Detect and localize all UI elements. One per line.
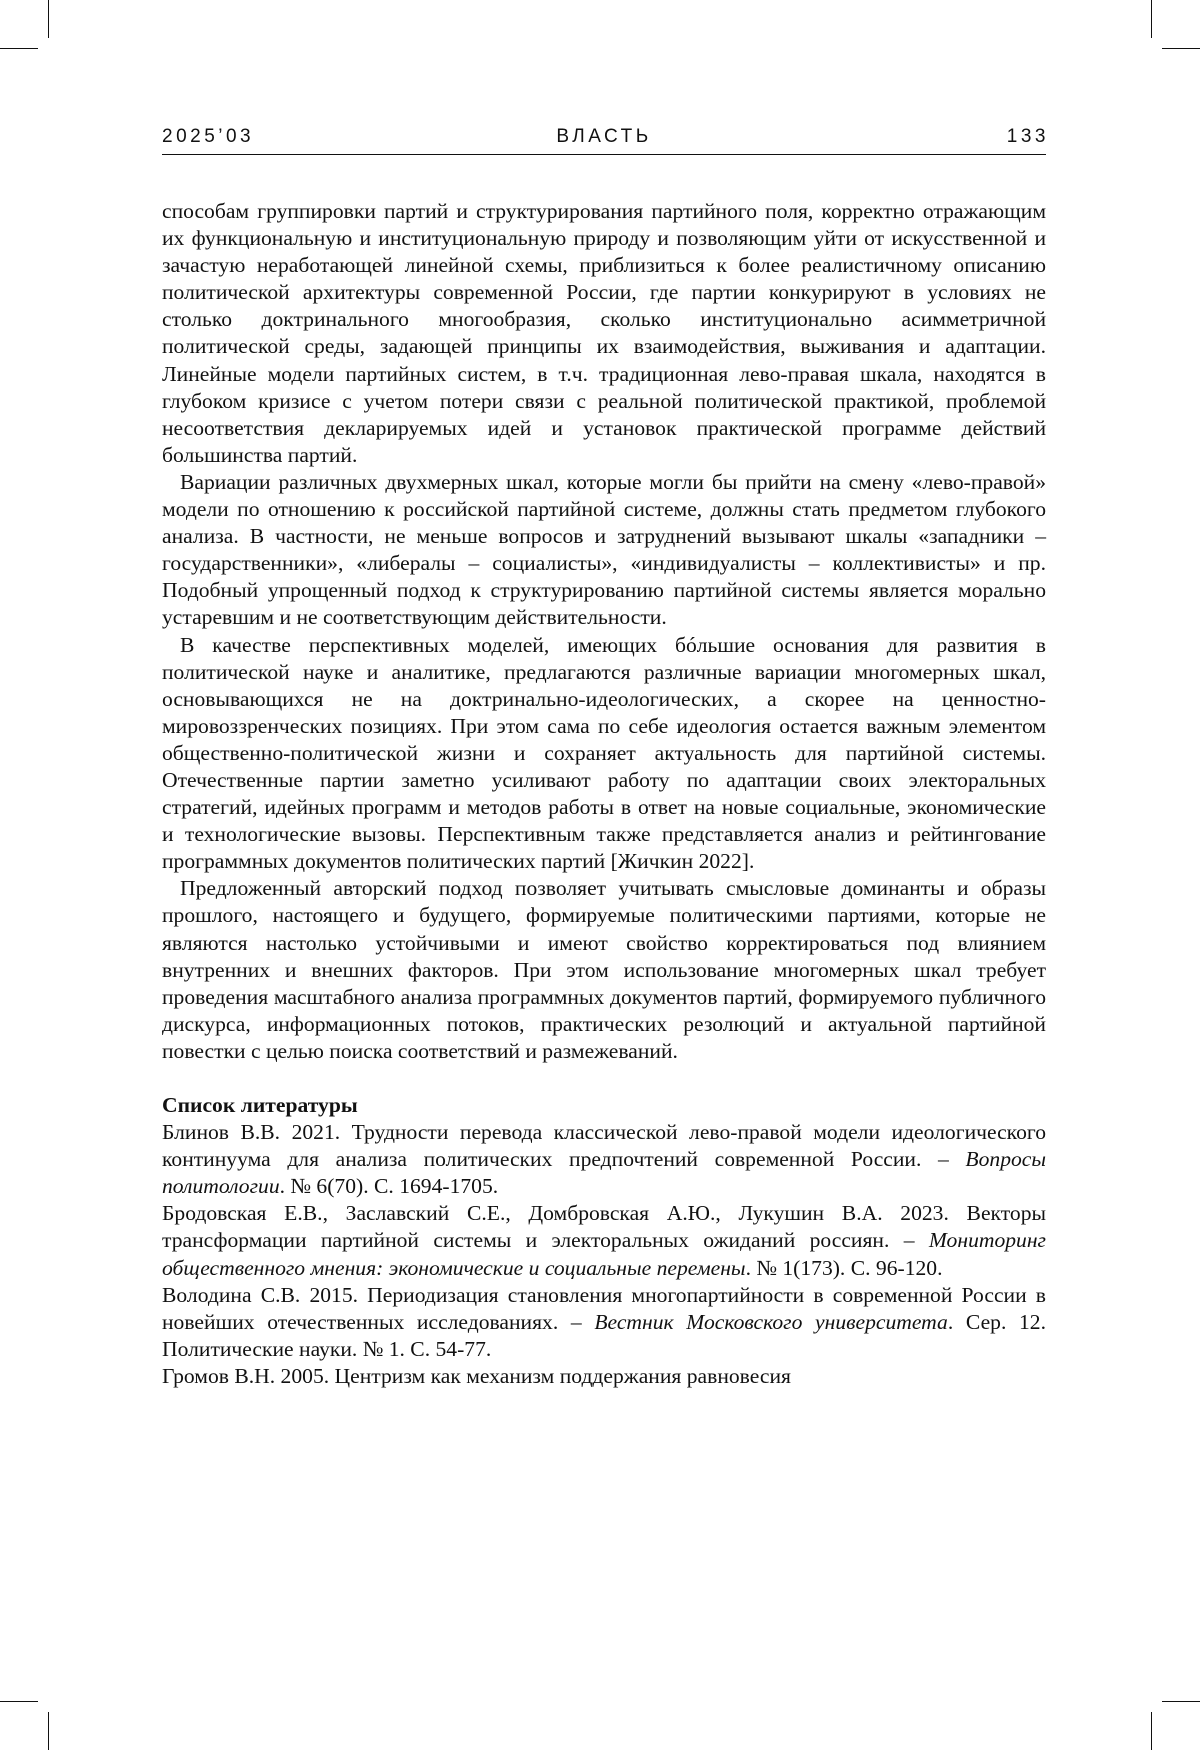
article-body [162,198,1046,1390]
crop-mark-bottom-right [1151,1712,1152,1750]
paragraph-two-dimensional-scales: Вариации различных двухмерных шкал, которые могли бы прийти на смену «лево-правой» модели по отношению к российской партийной системе, должны стать предметом глубокого анализа. В частности, не меньше вопросов и затруднений вызывают шкалы «западники – государственники», «либералы – социалисты», «индивидуалисты – коллективисты» и пр. Подобный упрощенный подход к структурированию партийной системы является морально устаревшим и не соответствующим действительности. [162,469,1046,632]
header-rule [162,154,1046,155]
crop-mark-bottom-left-h [0,1701,38,1702]
reference-item: Володина С.В. 2015. Периодизация становления многопартийности в современной России в новейших отечественных исследованиях. – Вестник Московского университета. Сер. 12. Политические науки. № 1. С. 54-77. [162,1282,1046,1363]
reference-item: Бродовская Е.В., Заславский С.Е., Домбровская А.Ю., Лукушин В.А. 2023. Векторы трансформации партийной системы и электоральных ожиданий россиян. – Мониторинг общественного мнения: экономические и социальные перемены. № 1(173). С. 96-120. [162,1200,1046,1281]
reference-item: Громов В.Н. 2005. Центризм как механизм поддержания равновесия [162,1363,1046,1390]
paragraph-multidimensional-scales: В качестве перспективных моделей, имеющих бóльшие основания для развития в политической науке и аналитике, предлагаются различные вариации многомерных шкал, основывающихся не на доктринально-идеологических, а скорее на ценностно-мировоззренческих позициях. При этом сама по себе идеология остается важным элементом общественно-политической жизни и сохраняет актуальность для партийной системы. Отечественные партии заметно усиливают работу по адаптации своих электоральных стратегий, идейных программ и методов работы в ответ на новые социальные, экономические и технологические вызовы. Перспективным также представляется анализ и рейтингование программных документов политических партий [Жичкин 2022]. [162,632,1046,876]
paragraph-continuation: способам группировки партий и структурирования партийного поля, корректно отражающим их функциональную и институциональную природу и позволяющим уйти от искусственной и зачастую неработающей линейной схемы, приблизиться к более реалистичному описанию политической архитектуры современной России, где партии конкурируют в условиях не столько доктринального многообразия, сколько институционально асимметричной политической среды, задающей принципы их взаимодействия, выживания и адаптации. Линейные модели партийных систем, в т.ч. традиционная лево-правая шкала, находятся в глубоком кризисе с учетом потери связи с реальной политической практикой, проблемой несоответствия декларируемых идей и установок практической программе действий большинства партий. [162,198,1046,469]
page-number: 133 [1007,126,1049,148]
reference-item: Блинов В.В. 2021. Трудности перевода классической лево-правой модели идеологического континуума для анализа политических предпочтений современной России. – Вопросы политологии. № 6(70). С. 1694-1705. [162,1119,1046,1200]
crop-mark-top-right-h [1162,48,1200,49]
crop-mark-bottom-left [48,1712,49,1750]
issue-number: 2025’03 [162,126,254,148]
crop-mark-bottom-right-h [1162,1701,1200,1702]
crop-mark-top-right [1151,0,1152,38]
crop-mark-top-left [48,0,49,38]
running-head [162,126,1046,154]
journal-title: ВЛАСТЬ [162,126,1046,148]
paragraph-author-approach: Предложенный авторский подход позволяет учитывать смысловые доминанты и образы прошлого, настоящего и будущего, формируемые политическими партиями, которые не являются настолько устойчивыми и имеют свойство корректироваться под влиянием внутренних и внешних факторов. При этом использование многомерных шкал требует проведения масштабного анализа программных документов партий, формируемого публичного дискурса, информационных потоков, практических резолюций и актуальной партийной повестки с целью поиска соответствий и размежеваний. [162,875,1046,1065]
crop-mark-top-left-h [0,48,38,49]
references-heading: Список литературы [162,1092,1046,1119]
